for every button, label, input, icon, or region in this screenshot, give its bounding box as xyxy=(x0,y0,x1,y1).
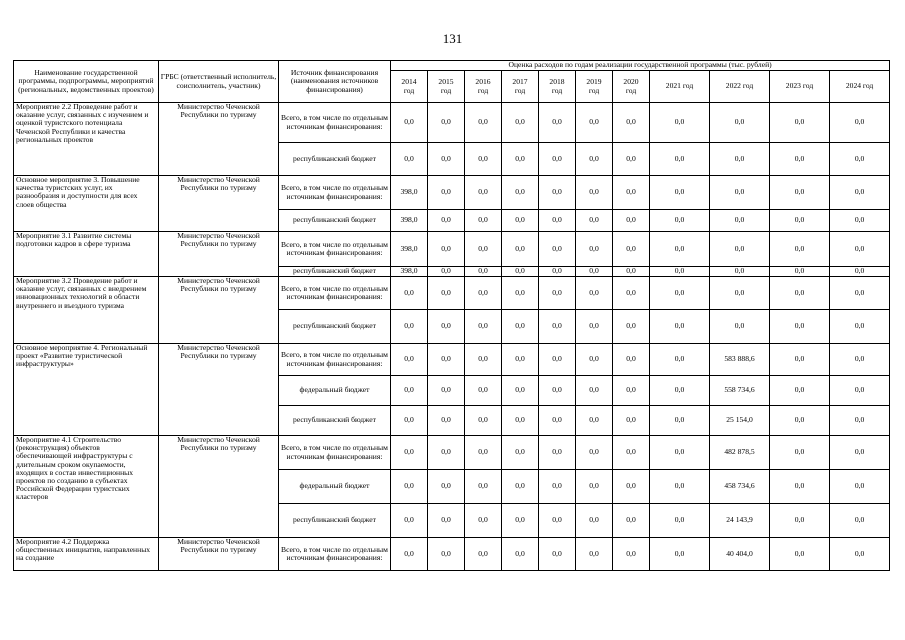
value-cell: 0,0 xyxy=(428,267,465,277)
header-year-label: 2015 xyxy=(438,77,454,87)
measure-name: Мероприятие 2.2 Проведение работ и оказание услуг, связанных с изучением и оценкой туристского потенциала Чеченской Республики и качества региональных проектов xyxy=(14,103,159,176)
value-cell: 0,0 xyxy=(391,538,428,571)
value-cell: 398,0 xyxy=(391,210,428,232)
value-cell: 0,0 xyxy=(465,344,502,376)
value-cell: 0,0 xyxy=(650,103,710,143)
value-cell: 0,0 xyxy=(465,103,502,143)
value-cell: 0,0 xyxy=(576,470,613,504)
value-cell: 0,0 xyxy=(465,376,502,406)
value-cell: 0,0 xyxy=(710,232,770,267)
value-cell: 0,0 xyxy=(830,436,890,470)
funding-source: республиканский бюджет xyxy=(279,406,391,436)
value-cell: 0,0 xyxy=(502,232,539,267)
value-cell: 0,0 xyxy=(650,277,710,310)
value-cell: 0,0 xyxy=(539,277,576,310)
value-cell: 0,0 xyxy=(539,538,576,571)
value-cell: 0,0 xyxy=(830,103,890,143)
page-number: 131 xyxy=(442,31,463,46)
value-cell: 0,0 xyxy=(576,277,613,310)
value-cell: 0,0 xyxy=(428,470,465,504)
funding-source: Всего, в том числе по отдельным источникам финансирования: xyxy=(279,176,391,210)
value-cell: 0,0 xyxy=(576,210,613,232)
value-cell: 0,0 xyxy=(770,376,830,406)
value-cell: 0,0 xyxy=(465,210,502,232)
value-cell: 0,0 xyxy=(391,344,428,376)
value-cell: 558 734,6 xyxy=(710,376,770,406)
value-cell: 0,0 xyxy=(650,376,710,406)
value-cell: 458 734,6 xyxy=(710,470,770,504)
value-cell: 0,0 xyxy=(613,267,650,277)
value-cell: 0,0 xyxy=(502,310,539,344)
value-cell: 0,0 xyxy=(830,267,890,277)
value-cell: 0,0 xyxy=(710,143,770,176)
funding-source: Всего, в том числе по отдельным источникам финансирования: xyxy=(279,538,391,571)
value-cell: 0,0 xyxy=(613,376,650,406)
value-cell: 0,0 xyxy=(428,103,465,143)
grbs-cell: Министерство Чеченской Республики по туризму xyxy=(159,103,279,176)
value-cell: 0,0 xyxy=(465,504,502,538)
table-row xyxy=(14,538,890,571)
value-cell: 0,0 xyxy=(539,267,576,277)
header-year-unit: год xyxy=(403,85,415,95)
table-row xyxy=(14,103,890,143)
funding-source: республиканский бюджет xyxy=(279,267,391,277)
value-cell: 0,0 xyxy=(770,436,830,470)
value-cell: 0,0 xyxy=(428,538,465,571)
value-cell: 0,0 xyxy=(539,176,576,210)
value-cell: 0,0 xyxy=(428,210,465,232)
value-cell: 0,0 xyxy=(539,436,576,470)
value-cell: 0,0 xyxy=(539,232,576,267)
funding-source: федеральный бюджет xyxy=(279,376,391,406)
value-cell: 0,0 xyxy=(465,143,502,176)
value-cell: 0,0 xyxy=(770,538,830,571)
value-cell: 0,0 xyxy=(391,143,428,176)
measure-name: Основное мероприятие 3. Повышение качества туристских услуг, их разнообразия и доступности для всех слоев общества xyxy=(14,176,159,232)
header-year xyxy=(465,71,502,103)
value-cell: 482 878,5 xyxy=(710,436,770,470)
value-cell: 0,0 xyxy=(770,277,830,310)
value-cell: 0,0 xyxy=(613,344,650,376)
header-year xyxy=(650,71,710,103)
header-year-label: 2024 год xyxy=(845,81,874,91)
value-cell: 0,0 xyxy=(830,210,890,232)
value-cell: 0,0 xyxy=(830,344,890,376)
value-cell: 0,0 xyxy=(539,310,576,344)
value-cell: 0,0 xyxy=(613,504,650,538)
table-row xyxy=(14,436,890,470)
measure-name: Мероприятие 3.1 Развитие системы подготовки кадров в сфере туризма xyxy=(14,232,159,277)
value-cell: 0,0 xyxy=(502,267,539,277)
value-cell: 0,0 xyxy=(830,470,890,504)
value-cell: 0,0 xyxy=(650,310,710,344)
value-cell: 398,0 xyxy=(391,176,428,210)
value-cell: 0,0 xyxy=(576,504,613,538)
value-cell: 0,0 xyxy=(650,267,710,277)
header-year-label: 2021 год xyxy=(665,81,694,91)
value-cell: 0,0 xyxy=(502,277,539,310)
header-year xyxy=(613,71,650,103)
value-cell: 0,0 xyxy=(391,470,428,504)
value-cell: 0,0 xyxy=(428,344,465,376)
value-cell: 0,0 xyxy=(830,277,890,310)
budget-table xyxy=(13,60,890,571)
value-cell: 0,0 xyxy=(576,344,613,376)
header-year-unit: год xyxy=(588,85,600,95)
value-cell: 0,0 xyxy=(428,504,465,538)
value-cell: 0,0 xyxy=(502,344,539,376)
value-cell: 0,0 xyxy=(539,344,576,376)
value-cell: 0,0 xyxy=(539,103,576,143)
header-grbs: ГРБС (ответственный исполнитель, соисполнитель, участник) xyxy=(159,61,279,103)
header-year-label: 2018 xyxy=(549,77,565,87)
value-cell: 0,0 xyxy=(613,143,650,176)
value-cell: 0,0 xyxy=(576,406,613,436)
funding-source: республиканский бюджет xyxy=(279,310,391,344)
value-cell: 0,0 xyxy=(465,310,502,344)
funding-source: Всего, в том числе по отдельным источникам финансирования: xyxy=(279,103,391,143)
value-cell: 0,0 xyxy=(576,143,613,176)
value-cell: 0,0 xyxy=(502,406,539,436)
value-cell: 0,0 xyxy=(576,232,613,267)
measure-name: Мероприятие 4.2 Поддержка общественных инициатив, направленных на создание xyxy=(14,538,159,571)
header-year-label: 2017 xyxy=(512,77,528,87)
value-cell: 0,0 xyxy=(576,376,613,406)
header-year-unit: год xyxy=(514,85,526,95)
funding-source: Всего, в том числе по отдельным источникам финансирования: xyxy=(279,436,391,470)
grbs-cell: Министерство Чеченской Республики по туризму xyxy=(159,277,279,344)
value-cell: 0,0 xyxy=(613,103,650,143)
value-cell: 0,0 xyxy=(770,176,830,210)
value-cell: 0,0 xyxy=(830,176,890,210)
header-year-label: 2019 xyxy=(586,77,602,87)
measure-name: Мероприятие 4.1 Строительство (реконструкция) объектов обеспечивающей инфраструктуры с длительным сроком окупаемости, входящих в состав инвестиционных проектов по созданию в субъектах Российской Федерации туристских кластеров xyxy=(14,436,159,538)
value-cell: 0,0 xyxy=(613,470,650,504)
header-year-unit: год xyxy=(625,85,637,95)
grbs-cell: Министерство Чеченской Республики по туризму xyxy=(159,176,279,232)
value-cell: 24 143,9 xyxy=(710,504,770,538)
value-cell: 0,0 xyxy=(465,176,502,210)
value-cell: 25 154,0 xyxy=(710,406,770,436)
value-cell: 398,0 xyxy=(391,267,428,277)
value-cell: 0,0 xyxy=(465,470,502,504)
header-year-unit: год xyxy=(440,85,452,95)
value-cell: 0,0 xyxy=(539,504,576,538)
value-cell: 0,0 xyxy=(770,504,830,538)
value-cell: 0,0 xyxy=(770,310,830,344)
value-cell: 0,0 xyxy=(502,103,539,143)
value-cell: 0,0 xyxy=(650,436,710,470)
value-cell: 0,0 xyxy=(428,277,465,310)
value-cell: 0,0 xyxy=(770,143,830,176)
value-cell: 0,0 xyxy=(391,103,428,143)
value-cell: 0,0 xyxy=(576,436,613,470)
value-cell: 583 888,6 xyxy=(710,344,770,376)
value-cell: 0,0 xyxy=(502,176,539,210)
value-cell: 0,0 xyxy=(576,538,613,571)
value-cell: 0,0 xyxy=(830,143,890,176)
header-year-unit: год xyxy=(551,85,563,95)
value-cell: 0,0 xyxy=(502,210,539,232)
value-cell: 0,0 xyxy=(710,267,770,277)
value-cell: 0,0 xyxy=(502,143,539,176)
value-cell: 0,0 xyxy=(502,470,539,504)
header-year-label: 2023 год xyxy=(785,81,814,91)
grbs-cell: Министерство Чеченской Республики по туризму xyxy=(159,344,279,436)
value-cell: 0,0 xyxy=(830,406,890,436)
value-cell: 0,0 xyxy=(539,210,576,232)
value-cell: 0,0 xyxy=(650,538,710,571)
value-cell: 0,0 xyxy=(502,504,539,538)
header-year-label: 2016 xyxy=(475,77,491,87)
value-cell: 0,0 xyxy=(613,310,650,344)
value-cell: 0,0 xyxy=(428,232,465,267)
funding-source: республиканский бюджет xyxy=(279,143,391,176)
header-year xyxy=(770,71,830,103)
value-cell: 0,0 xyxy=(391,310,428,344)
table-row xyxy=(14,344,890,376)
value-cell: 0,0 xyxy=(770,267,830,277)
value-cell: 0,0 xyxy=(428,436,465,470)
value-cell: 0,0 xyxy=(770,406,830,436)
value-cell: 0,0 xyxy=(710,103,770,143)
value-cell: 0,0 xyxy=(576,267,613,277)
header-year-unit: год xyxy=(477,85,489,95)
value-cell: 0,0 xyxy=(391,436,428,470)
value-cell: 0,0 xyxy=(830,232,890,267)
value-cell: 0,0 xyxy=(428,310,465,344)
funding-source: Всего, в том числе по отдельным источникам финансирования: xyxy=(279,232,391,267)
value-cell: 0,0 xyxy=(465,267,502,277)
value-cell: 0,0 xyxy=(613,538,650,571)
value-cell: 0,0 xyxy=(539,470,576,504)
value-cell: 0,0 xyxy=(428,376,465,406)
value-cell: 0,0 xyxy=(710,277,770,310)
value-cell: 0,0 xyxy=(613,176,650,210)
header-year xyxy=(576,71,613,103)
value-cell: 0,0 xyxy=(465,538,502,571)
value-cell: 0,0 xyxy=(650,344,710,376)
value-cell: 0,0 xyxy=(650,406,710,436)
value-cell: 0,0 xyxy=(710,210,770,232)
value-cell: 0,0 xyxy=(391,277,428,310)
value-cell: 0,0 xyxy=(613,436,650,470)
value-cell: 0,0 xyxy=(391,376,428,406)
value-cell: 0,0 xyxy=(391,406,428,436)
grbs-cell: Министерство Чеченской Республики по туризму xyxy=(159,436,279,538)
value-cell: 0,0 xyxy=(650,143,710,176)
funding-source: республиканский бюджет xyxy=(279,504,391,538)
header-year xyxy=(391,71,428,103)
value-cell: 0,0 xyxy=(539,376,576,406)
value-cell: 40 404,0 xyxy=(710,538,770,571)
measure-name: Мероприятие 3.2 Проведение работ и оказание услуг, связанных с внедрением инновационных технологий в области внутреннего и въездного туризма xyxy=(14,277,159,344)
value-cell: 0,0 xyxy=(465,406,502,436)
value-cell: 0,0 xyxy=(502,538,539,571)
value-cell: 0,0 xyxy=(465,277,502,310)
value-cell: 0,0 xyxy=(539,406,576,436)
header-year-label: 2022 год xyxy=(725,81,754,91)
grbs-cell: Министерство Чеченской Республики по туризму xyxy=(159,232,279,277)
value-cell: 0,0 xyxy=(613,232,650,267)
header-year xyxy=(502,71,539,103)
value-cell: 0,0 xyxy=(428,406,465,436)
value-cell: 0,0 xyxy=(650,470,710,504)
value-cell: 398,0 xyxy=(391,232,428,267)
value-cell: 0,0 xyxy=(770,344,830,376)
value-cell: 0,0 xyxy=(391,504,428,538)
value-cell: 0,0 xyxy=(650,176,710,210)
value-cell: 0,0 xyxy=(613,277,650,310)
header-source: Источник финансирования (наименования источников финансирования) xyxy=(279,61,391,103)
header-year-label: 2020 xyxy=(623,77,639,87)
header-year xyxy=(830,71,890,103)
value-cell: 0,0 xyxy=(465,436,502,470)
value-cell: 0,0 xyxy=(770,210,830,232)
header-year xyxy=(710,71,770,103)
funding-source: республиканский бюджет xyxy=(279,210,391,232)
funding-source: Всего, в том числе по отдельным источникам финансирования: xyxy=(279,277,391,310)
value-cell: 0,0 xyxy=(502,436,539,470)
value-cell: 0,0 xyxy=(502,376,539,406)
header-name: Наименование государственной программы, подпрограммы, мероприятий (региональных, ведомственных проектов) xyxy=(14,61,159,103)
table-row xyxy=(14,176,890,210)
header-expenses-group: Оценка расходов по годам реализации государственной программы (тыс. рублей) xyxy=(391,61,890,71)
funding-source: федеральный бюджет xyxy=(279,470,391,504)
header-year xyxy=(428,71,465,103)
value-cell: 0,0 xyxy=(576,176,613,210)
value-cell: 0,0 xyxy=(650,504,710,538)
value-cell: 0,0 xyxy=(770,103,830,143)
value-cell: 0,0 xyxy=(830,504,890,538)
value-cell: 0,0 xyxy=(576,310,613,344)
value-cell: 0,0 xyxy=(613,406,650,436)
header-year-label: 2014 xyxy=(401,77,417,87)
value-cell: 0,0 xyxy=(650,232,710,267)
table-row xyxy=(14,232,890,267)
value-cell: 0,0 xyxy=(770,470,830,504)
value-cell: 0,0 xyxy=(576,103,613,143)
value-cell: 0,0 xyxy=(830,310,890,344)
value-cell: 0,0 xyxy=(770,232,830,267)
value-cell: 0,0 xyxy=(710,310,770,344)
value-cell: 0,0 xyxy=(710,176,770,210)
value-cell: 0,0 xyxy=(830,376,890,406)
value-cell: 0,0 xyxy=(830,538,890,571)
table-row xyxy=(14,277,890,310)
value-cell: 0,0 xyxy=(428,176,465,210)
measure-name: Основное мероприятие 4. Региональный проект «Развитие туристической инфраструктуры» xyxy=(14,344,159,436)
value-cell: 0,0 xyxy=(465,232,502,267)
value-cell: 0,0 xyxy=(539,143,576,176)
grbs-cell: Министерство Чеченской Республики по туризму xyxy=(159,538,279,571)
value-cell: 0,0 xyxy=(428,143,465,176)
header-year xyxy=(539,71,576,103)
value-cell: 0,0 xyxy=(650,210,710,232)
value-cell: 0,0 xyxy=(613,210,650,232)
funding-source: Всего, в том числе по отдельным источникам финансирования: xyxy=(279,344,391,376)
